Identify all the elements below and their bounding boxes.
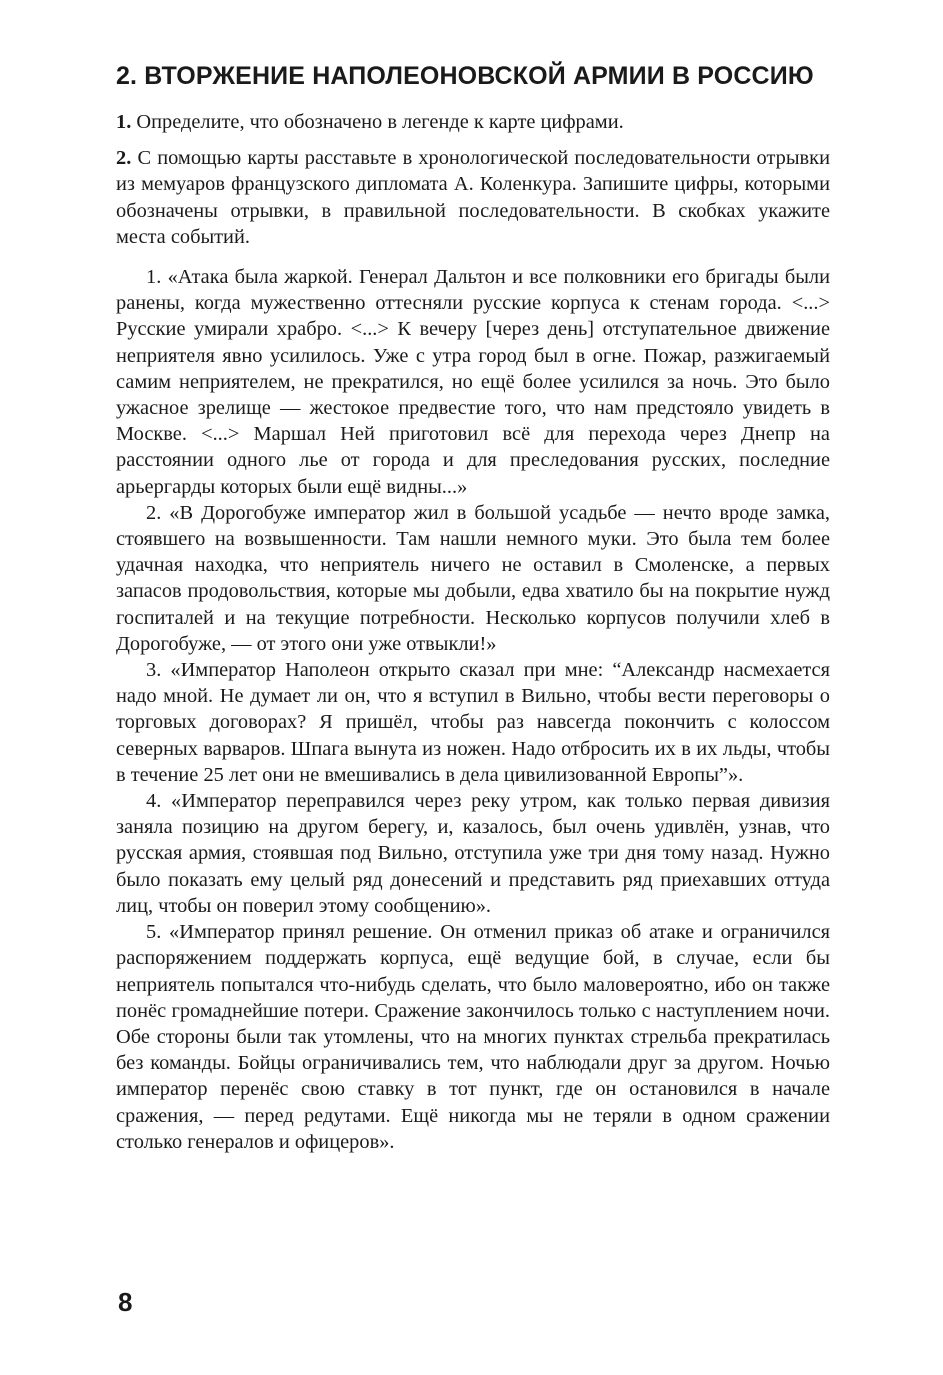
excerpt-2: 2. «В Дорогобуже император жил в большой усадьбе — нечто вроде замка, стоявшего на возвышенности. Там нашли немного муки. Это была тем более удачная находка, что неприятель ничего не оставил в Смоленске, а первых запасов продовольствия, которые мы добыли, едва хватило бы на покрытие нужд госпиталей и на текущие потребности. Несколько корпусов получили хлеб в Дорогобуже, — от этого они уже отвыкли!» (116, 501, 830, 655)
excerpt-4: 4. «Император переправился через реку утром, как только первая дивизия заняла позицию на другом берегу, и, казалось, был очень удивлён, узнав, что русская армия, стоявшая под Вильно, отступила уже три дня тому назад. Нужно было показать ему целый ряд донесений и представить ряд приехавших оттуда лиц, чтобы он поверил этому сообщению». (116, 790, 830, 917)
section-heading: 2. ВТОРЖЕНИЕ НАПОЛЕОНОВСКОЙ АРМИИ В РОССИЮ (116, 62, 814, 90)
memoir-excerpts (116, 264, 830, 1155)
excerpt-1: 1. «Атака была жаркой. Генерал Дальтон и все полковники его бригады были ранены, когда мужественно оттесняли русские корпуса к стенам города. <...> Русские умирали храбро. <...> К вечеру [через день] отступательное движение неприятеля явно усилилось. Уже с утра город был в огне. Пожар, разжигаемый самим неприятелем, не прекратился, но ещё более усилился за ночь. Это было ужасное зрелище — жестокое предвестие того, что нам предстояло увидеть в Москве. <...> Маршал Ней приготовил всё для перехода через Днепр на расстоянии одного лье от города и для преследования русских, последние арьергарды которых были ещё видны...» (116, 266, 830, 498)
page-content (116, 58, 830, 1155)
task-1 (116, 109, 830, 135)
task-2 (116, 145, 830, 250)
task-text: Определите, что обозначено в легенде к карте цифрами. (131, 111, 624, 133)
task-number: 1. (116, 111, 132, 133)
excerpt-3: 3. «Император Наполеон открыто сказал при мне: “Александр насмехается надо мной. Не думает ли он, что я вступил в Вильно, чтобы вести переговоры о торговых договорах? Я пришёл, чтобы раз навсегда покончить с колоссом северных варваров. Шпага вынута из ножен. Надо отбросить их в их льды, чтобы в течение 25 лет они не вмешивались в дела цивилизованной Европы”». (116, 659, 830, 786)
task-text: С помощью карты расставьте в хронологической последовательности отрывки из мемуаров французского дипломата А. Коленкура. Запишите цифры, которыми обозначены отрывки, в правильной последовательности. В скобках укажите места событий. (116, 147, 830, 248)
task-number: 2. (116, 147, 132, 170)
excerpt-5: 5. «Император принял решение. Он отменил приказ об атаке и ограничился распоряжением поддержать корпуса, ещё ведущие бой, в случае, если бы неприятель попытался что-нибудь сделать, что было маловероятно, ибо он также понёс громаднейшие потери. Сражение закончилось только с наступлением ночи. Обе стороны были так утомлены, что на многих пунктах стрельба прекратилась без команды. Бойцы ограничивались тем, что наблюдали друг за другом. Ночью император перенёс свою ставку в тот пункт, где он остановился в начале сражения, — перед редутами. Ещё никогда мы не теряли в одном сражении столько генералов и офицеров». (116, 921, 830, 1153)
page-number: 8 (118, 1287, 133, 1317)
